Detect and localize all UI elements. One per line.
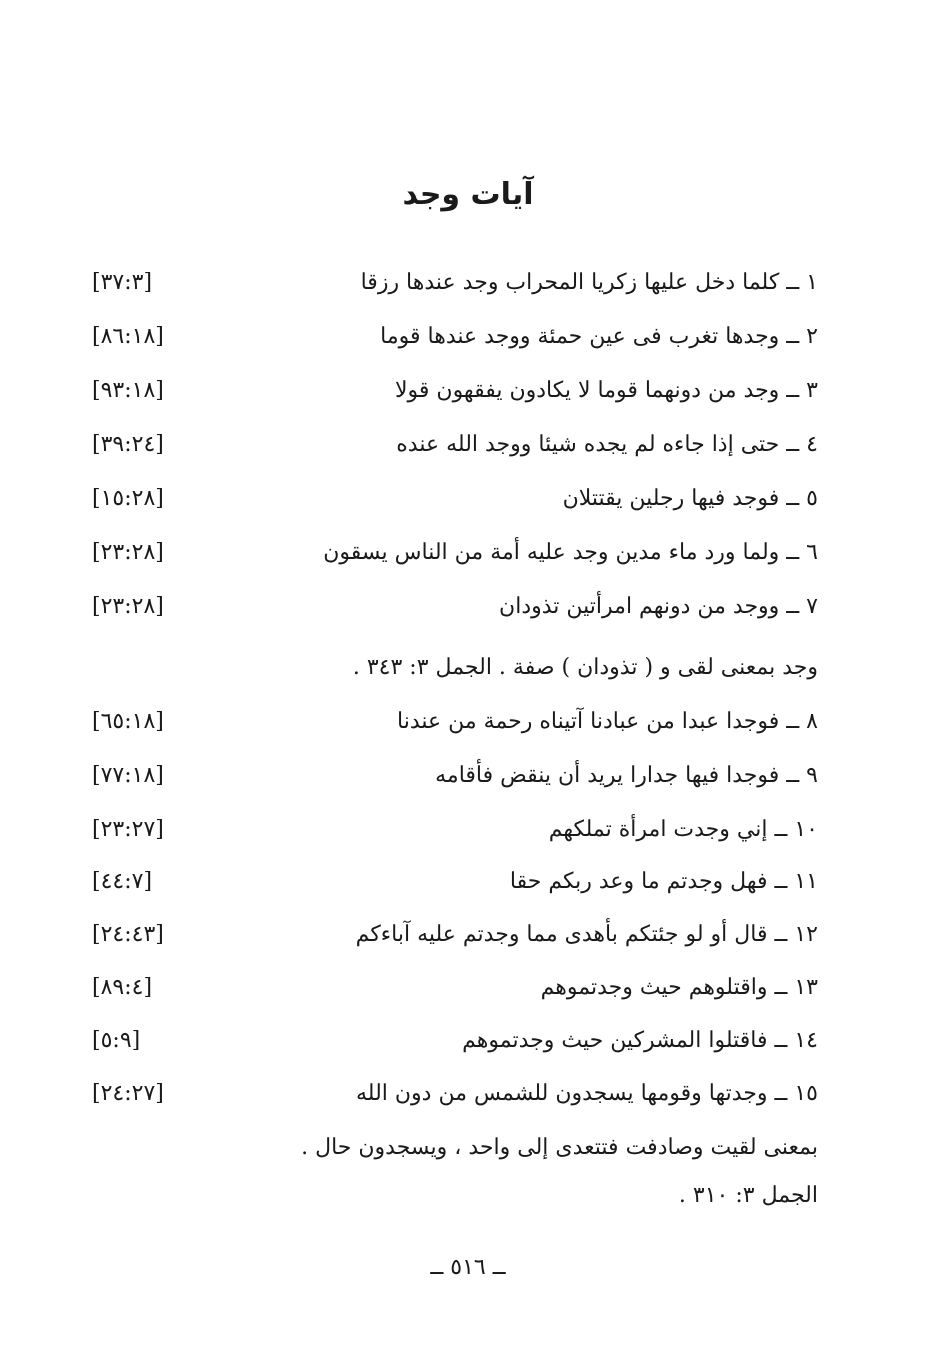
verse-row	[0, 810, 936, 850]
verse-row	[0, 263, 936, 303]
verse-text: ١٥ ــ وجدتها وقومها يسجدون للشمس من دون الله	[355, 1081, 818, 1106]
commentary-note: الجمل ٣: ٣١٠ .	[678, 1183, 818, 1208]
verse-text: ٦ ــ ولما ورد ماء مدين وجد عليه أمة من الناس يسقون	[323, 540, 818, 565]
verse-row	[0, 371, 936, 411]
verse-text: ١١ ــ فهل وجدتم ما وعد ربكم حقا	[509, 869, 818, 894]
commentary-note: بمعنى لقيت وصادفت فتتعدى إلى واحد ، ويسجدون حال .	[301, 1135, 818, 1160]
verse-reference: [٢٣:٢٨]	[92, 594, 164, 619]
verse-row	[0, 702, 936, 742]
verse-reference: [٧٧:١٨]	[92, 763, 164, 788]
verse-text: ٥ ــ فوجد فيها رجلين يقتتلان	[562, 486, 818, 511]
verse-row	[0, 1021, 936, 1061]
verse-text: ١٣ ــ واقتلوهم حيث وجدتموهم	[540, 975, 818, 1000]
page-number: ــ ٥١٦ ــ	[430, 1255, 506, 1280]
verse-text: ٩ ــ فوجدا فيها جدارا يريد أن ينقض فأقامه	[435, 763, 818, 788]
verse-text: ١٤ ــ فاقتلوا المشركين حيث وجدتموهم	[462, 1028, 818, 1053]
verse-text: ٤ ــ حتى إذا جاءه لم يجده شيئا ووجد الله عنده	[396, 432, 818, 457]
verse-reference: [٨٩:٤]	[92, 975, 153, 1000]
commentary-note: وجد بمعنى لقى و ( تذودان ) صفة . الجمل ٣: ٣٤٣ .	[352, 655, 818, 680]
verse-row	[0, 425, 936, 465]
verse-text: ٨ ــ فوجدا عبدا من عبادنا آتيناه رحمة من عندنا	[397, 709, 818, 734]
page-title: آيات وجد	[402, 177, 534, 212]
verse-row	[0, 317, 936, 357]
verse-row	[0, 587, 936, 627]
verse-row	[0, 1074, 936, 1114]
verse-row	[0, 968, 936, 1008]
verse-row	[0, 533, 936, 573]
verse-reference: [٥:٩]	[92, 1028, 141, 1053]
verse-text: ١ ــ كلما دخل عليها زكريا المحراب وجد عندها رزقا	[360, 270, 818, 295]
verse-row	[0, 862, 936, 902]
verse-reference: [٢٣:٢٨]	[92, 540, 164, 565]
verse-reference: [٢٣:٢٧]	[92, 817, 164, 842]
verse-reference: [٢٤:٢٧]	[92, 1081, 164, 1106]
verse-reference: [٢٤:٤٣]	[92, 922, 164, 947]
verse-reference: [٦٥:١٨]	[92, 709, 164, 734]
verse-text: ١٠ ــ إني وجدت امرأة تملكهم	[548, 817, 818, 842]
verse-reference: [٣٩:٢٤]	[92, 432, 164, 457]
verse-text: ٧ ــ ووجد من دونهم امرأتين تذودان	[499, 594, 818, 619]
verse-row	[0, 756, 936, 796]
verse-reference: [٣٧:٣]	[92, 270, 153, 295]
verse-reference: [٨٦:١٨]	[92, 324, 164, 349]
verse-row	[0, 915, 936, 955]
verse-text: ٣ ــ وجد من دونهما قوما لا يكادون يفقهون قولا	[394, 378, 818, 403]
verse-row	[0, 479, 936, 519]
verse-reference: [٤٤:٧]	[92, 869, 153, 894]
verse-text: ١٢ ــ قال أو لو جئتكم بأهدى مما وجدتم عليه آباءكم	[355, 922, 818, 947]
verse-text: ٢ ــ وجدها تغرب فى عين حمئة ووجد عندها قوما	[380, 324, 818, 349]
verse-reference: [١٥:٢٨]	[92, 486, 164, 511]
verse-reference: [٩٣:١٨]	[92, 378, 164, 403]
